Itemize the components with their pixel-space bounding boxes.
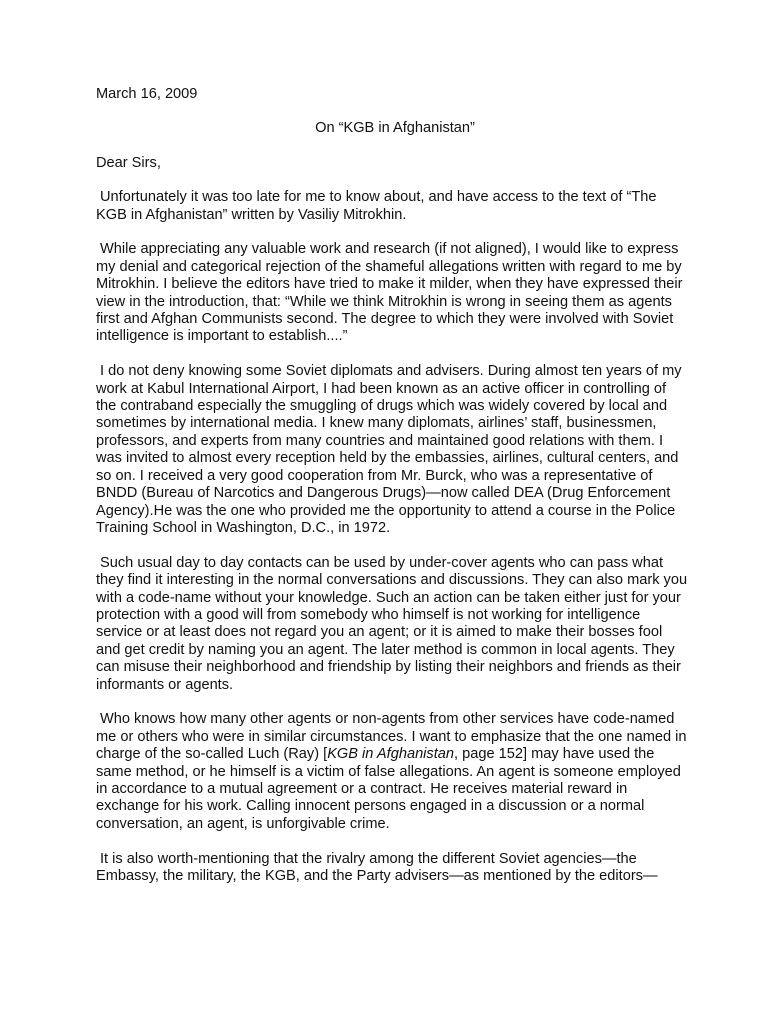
book-title-citation: KGB in Afghanistan <box>327 746 455 763</box>
paragraph-5-text-b: , page 152] may have used the same method, or he himself is a victim of false allegations. An agent is someone employed in accordance to a mutual agreement or a contract. He receives material reward in exchange for his work. Calling innocent persons engaged in a discussion or a normal conversation, an agent, is unforgivable crime. <box>96 746 681 832</box>
paragraph-6: It is also worth-mentioning that the rivalry among the different Soviet agencies—the Embassy, the military, the KGB, and the Party advisers—as mentioned by the editors— <box>96 850 658 884</box>
paragraph-2: While appreciating any valuable work and research (if not aligned), I would like to express my denial and categorical rejection of the shameful allegations written with regard to me by Mitrokhin. I believe the editors have tried to make it milder, when they have expressed their view in the introduction, that: “While we think Mitrokhin is wrong in seeing them as agents first and Afghan Communists second. The degree to which they were involved with Soviet intelligence is important to establish....” <box>96 241 683 345</box>
paragraph-5 <box>96 711 688 833</box>
letter-page <box>96 86 688 903</box>
letter-subject: On “KGB in Afghanistan” <box>315 120 475 137</box>
paragraph-5-text-a: Who knows how many other agents or non-agents from other services have code-named me or others who were in similar circumstances. I want to emphasize that the one named in charge of the so-called Luch (Ray) [ <box>96 711 687 763</box>
paragraph-4: Such usual day to day contacts can be used by under-cover agents who can pass what they find it interesting in the normal conversations and discussions. They can also mark you with a code-name without your knowledge. Such an action can be taken either just for your protection with a good will from somebody who himself is not working for intelligence service or at least does not regard you an agent; or it is aimed to make their bosses fool and get credit by naming you an agent. The later method is common in local agents. They can misuse their neighborhood and friendship by listing their neighbors and friends as their informants or agents. <box>96 554 688 693</box>
paragraph-1: Unfortunately it was too late for me to know about, and have access to the text of “The KGB in Afghanistan” written by Vasiliy Mitrokhin. <box>96 189 657 223</box>
letter-date: March 16, 2009 <box>96 86 198 102</box>
paragraph-3: I do not deny knowing some Soviet diplomats and advisers. During almost ten years of my work at Kabul International Airport, I had been known as an active officer in controlling of the contraband especially the smuggling of drugs which was widely covered by local and sometimes by international media. I knew many diplomats, airlines’ staff, businessmen, professors, and experts from many countries and maintained good relations with them. I was invited to almost every reception held by the embassies, airlines, cultural centers, and so on. I received a very good cooperation from Mr. Burck, who was a representative of BNDD (Bureau of Narcotics and Dangerous Drugs)—now called DEA (Drug Enforcement Agency).He was the one who provided me the opportunity to attend a course in the Police Training School in Washington, D.C., in 1972. <box>96 363 682 536</box>
letter-salutation: Dear Sirs, <box>96 154 161 171</box>
